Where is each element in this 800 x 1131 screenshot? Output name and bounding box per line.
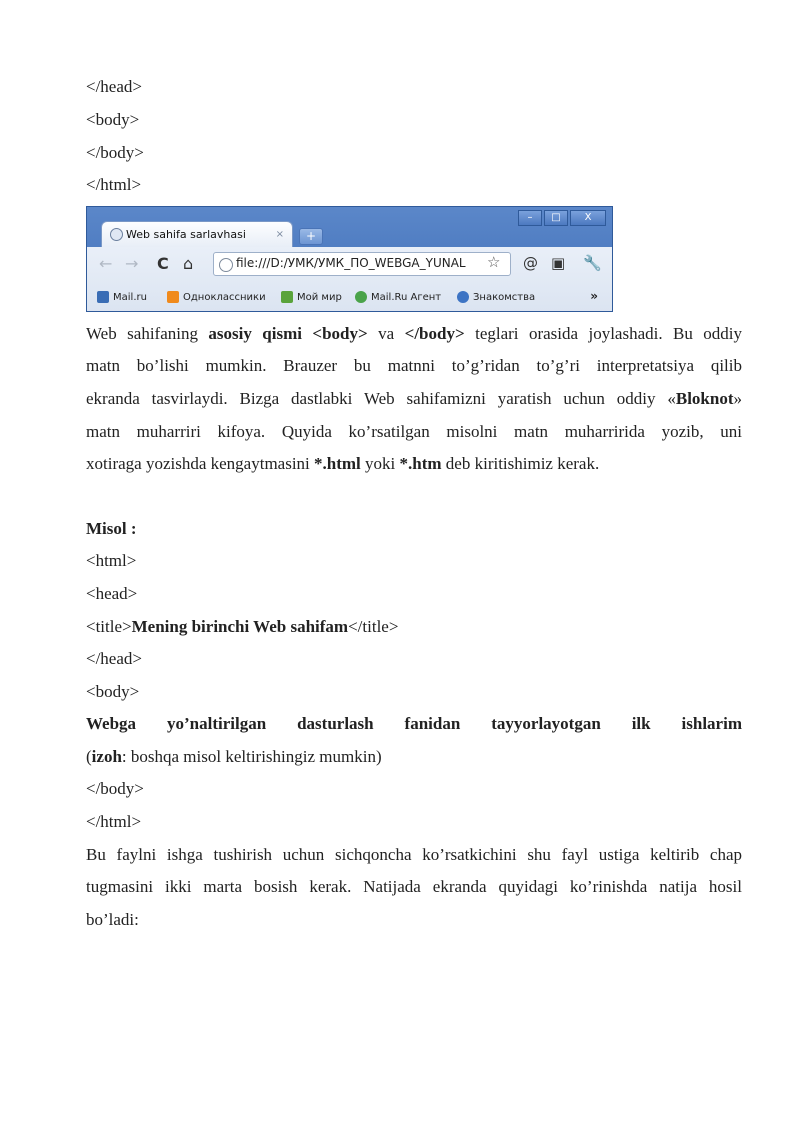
para1-line4: matn muharriri kifoya. Quyida ko’rsatilgan misolni matn muharririda yozib, uni [86,422,742,441]
bookmark-star-icon[interactable]: ☆ [487,253,501,271]
code-line-body-open: <body> [86,110,140,129]
znakomstva-icon [457,291,469,303]
maximize-button[interactable]: □ [544,210,568,226]
address-bar[interactable] [213,252,511,276]
minimize-button[interactable]: – [518,210,542,226]
bookmark-odnoklassniki[interactable] [167,291,266,303]
code-line-html-close: </html> [86,175,142,194]
para1-line1: Web sahifaning asosiy qismi <body> va </body> teglari orasida joylashadi. Bu oddiy [86,324,743,343]
bookmark-znakomstva[interactable] [457,291,535,303]
forward-arrow-icon[interactable]: → [125,254,139,273]
para1-line2: matn bo’lishi mumkin. Brauzer bu matnni to’g’ridan to’g’ri interpretatsiya qilib [86,356,742,375]
tab-close-icon[interactable]: × [275,229,284,240]
page-icon [219,258,233,272]
code-line-body-close: </body> [86,143,144,162]
back-arrow-icon[interactable]: ← [99,254,113,273]
code-head-close: </head> [86,649,142,668]
bookmark-label: Одноклассники [183,291,266,303]
example-heading: Misol : [86,519,137,538]
bookmark-mailru-agent[interactable] [355,291,441,303]
window-controls [518,210,606,226]
page-menu-icon[interactable]: ▣ [551,254,566,272]
reload-icon[interactable]: C [157,254,169,273]
para1-line3: ekranda tasvirlaydi. Bizga dastlabki Web sahifamizni yaratish uchun oddiy «Bloknot» [86,389,742,408]
code-line-head-close: </head> [86,77,142,96]
close-window-button[interactable]: X [570,210,606,226]
code-head-open: <head> [86,584,138,603]
moi-mir-icon [281,291,293,303]
para2-line2: tugmasini ikki marta bosish kerak. Natijada ekranda quyidagi ko’rinishda natija hosil [86,877,742,896]
odnoklassniki-icon [167,291,179,303]
browser-tab[interactable] [101,221,293,247]
code-html-close: </html> [86,812,142,831]
bookmarks-bar [87,285,612,311]
address-url: file:///D:/УМК/УМК_ПО_WEBGA_YUNAL [236,256,466,270]
bookmark-moi-mir[interactable] [281,291,342,303]
more-bookmarks-icon[interactable]: » [590,289,598,303]
example-bold-line: Webga yo’naltirilgan dasturlash fanidan tayyorlayotgan ilk ishlarim [86,714,742,733]
bookmark-label: Mail.ru [113,291,147,303]
mail-agent-icon[interactable]: @ [523,254,538,272]
home-icon[interactable]: ⌂ [183,254,194,273]
para2-line3: bo’ladi: [86,910,139,929]
bookmark-label: Mail.Ru Агент [371,291,442,303]
bookmark-label: Знакомства [473,291,536,303]
wrench-icon[interactable]: 🔧 [583,254,602,272]
example-note-line: (izoh: boshqa misol keltirishingiz mumkin) [86,747,382,766]
mailru-icon [97,291,109,303]
para1-line5: xotiraga yozishda kengaytmasini *.html yoki *.htm deb kiritishimiz kerak. [86,454,600,473]
browser-toolbar [87,247,612,312]
bookmark-mailru[interactable] [97,291,147,303]
new-tab-button[interactable]: + [299,228,323,245]
bookmark-label: Мой мир [297,291,342,303]
code-html-open: <html> [86,551,137,570]
mailru-agent-icon [355,291,367,303]
browser-screenshot [86,206,613,312]
tab-title: Web sahifa sarlavhasi [126,228,246,241]
code-body-open: <body> [86,682,140,701]
para2-line1: Bu faylni ishga tushirish uchun sichqoncha ko’rsatkichini shu fayl ustiga keltirib chap [86,845,742,864]
code-title-line: <title>Mening birinchi Web sahifam</title> [86,617,399,636]
page-favicon-icon [110,228,123,241]
code-body-close: </body> [86,779,144,798]
